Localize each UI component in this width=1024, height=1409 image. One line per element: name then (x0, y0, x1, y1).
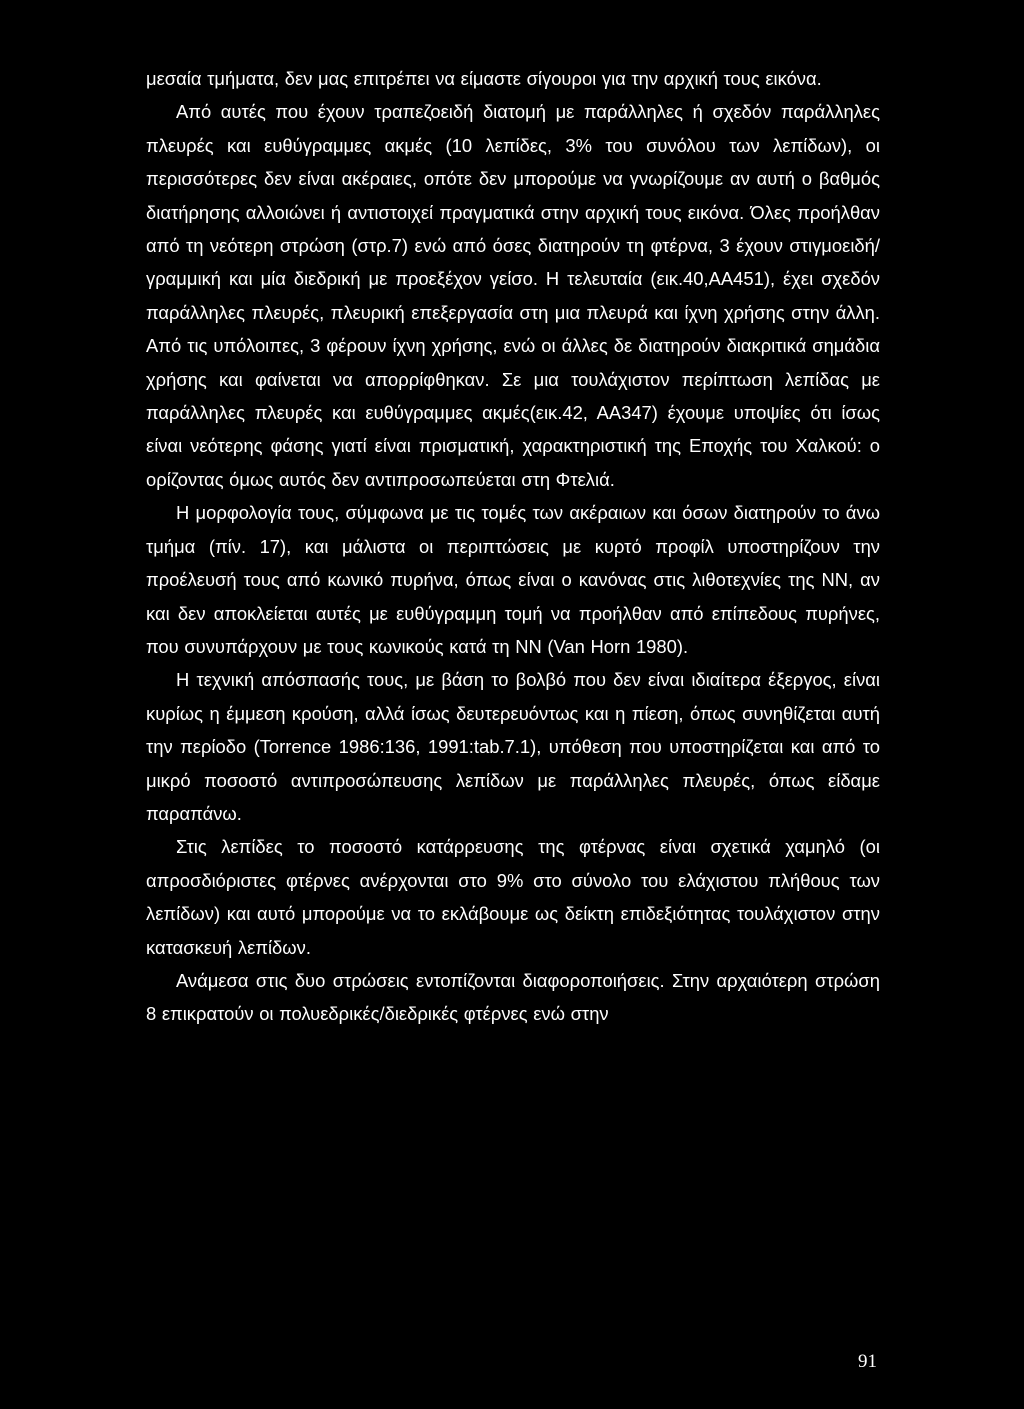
paragraph-layer-differences: Ανάμεσα στις δυο στρώσεις εντοπίζονται διαφοροποιήσεις. Στην αρχαιότερη στρώση 8 επικρατούν οι πολυεδρικές/διεδρικές φτέρνες ενώ στην (146, 969, 880, 1025)
paragraph-trapezoidal-blades: Από αυτές που έχουν τραπεζοειδή διατομή με παράλληλες ή σχεδόν παράλληλες πλευρές και ευθύγραμμες ακμές (10 λεπίδες, 3% του συνόλου των λεπίδων), οι περισσότερες δεν είναι ακέραιες, οπότε δεν μπορούμε να γνωρίζουμε αν αυτή ο βαθμός διατήρησης αλλοιώνει ή αντιστοιχεί πραγματικά στην αρχική τους εικόνα. Όλες προήλθαν από τη νεότερη στρώση (στρ.7) ενώ από όσες διατηρούν τη φτέρνα, 3 έχουν στιγμοειδή/ γραμμική και μία διεδρική με προεξέχον γείσο. Η τελευταία (εικ.40,ΑΑ451), έχει σχεδόν παράλληλες πλευρές, πλευρική επεξεργασία στη μια πλευρά και ίχνη χρήσης στην άλλη. Από τις υπόλοιπες, 3 φέρουν ίχνη χρήσης, ενώ οι άλλες δε διατηρούν διακριτικά σημάδια χρήσης και φαίνεται να απορρίφθηκαν. Σε μια τουλάχιστον περίπτωση λεπίδας με παράλληλες πλευρές και ευθύγραμμες ακμές(εικ.42, ΑΑ347) έχουμε υποψίες ότι ίσως είναι νεότερης φάσης γιατί είναι πρισματική, χαρακτηριστική της Εποχής του Χαλκού: ο ορίζοντας όμως αυτός δεν αντιπροσωπεύεται στη Φτελιά. (146, 101, 880, 490)
paragraph-morphology: Η μορφολογία τους, σύμφωνα με τις τομές των ακέραιων και όσων διατηρούν το άνω τμήμα (πίν. 17), και μάλιστα οι περιπτώσεις με κυρτό προφίλ υποστηρίζουν την προέλευσή τους από κωνικό πυρήνα, όπως είναι ο κανόνας στις λιθοτεχνίες της ΝΝ, αν και δεν αποκλείεται αυτές με ευθύγραμμη τομή να προήλθαν από επίπεδους πυρήνες, που συνυπάρχουν με τους κωνικούς κατά τη ΝΝ (Van Horn 1980). (146, 502, 880, 657)
paragraph-detachment-technique: Η τεχνική απόσπασής τους, με βάση το βολβό που δεν είναι ιδιαίτερα έξεργος, είναι κυρίως η έμμεση κρούση, αλλά ίσως δευτερευόντως και η πίεση, όπως συνηθίζεται αυτή την περίοδο (Torrence 1986:136, 1991:tab.7.1), υπόθεση που υποστηρίζεται και από το μικρό ποσοστό αντιπροσώπευσης λεπίδων με παράλληλες πλευρές, όπως είδαμε παραπάνω. (146, 669, 880, 824)
page-number: 91 (858, 1351, 877, 1372)
paragraph-continuation: μεσαία τμήματα, δεν μας επιτρέπει να είμαστε σίγουροι για την αρχική τους εικόνα. (146, 68, 822, 89)
paragraph-platform-collapse: Στις λεπίδες το ποσοστό κατάρρευσης της φτέρνας είναι σχετικά χαμηλό (οι απροσδιόριστες φτέρνες ανέρχονται στο 9% στο σύνολο του ελάχιστου πλήθους των λεπίδων) και αυτό μπορούμε να το εκλάβουμε ως δείκτη επιδεξιότητας τουλάχιστον στην κατασκευή λεπίδων. (146, 836, 880, 958)
page-body (146, 62, 880, 1031)
